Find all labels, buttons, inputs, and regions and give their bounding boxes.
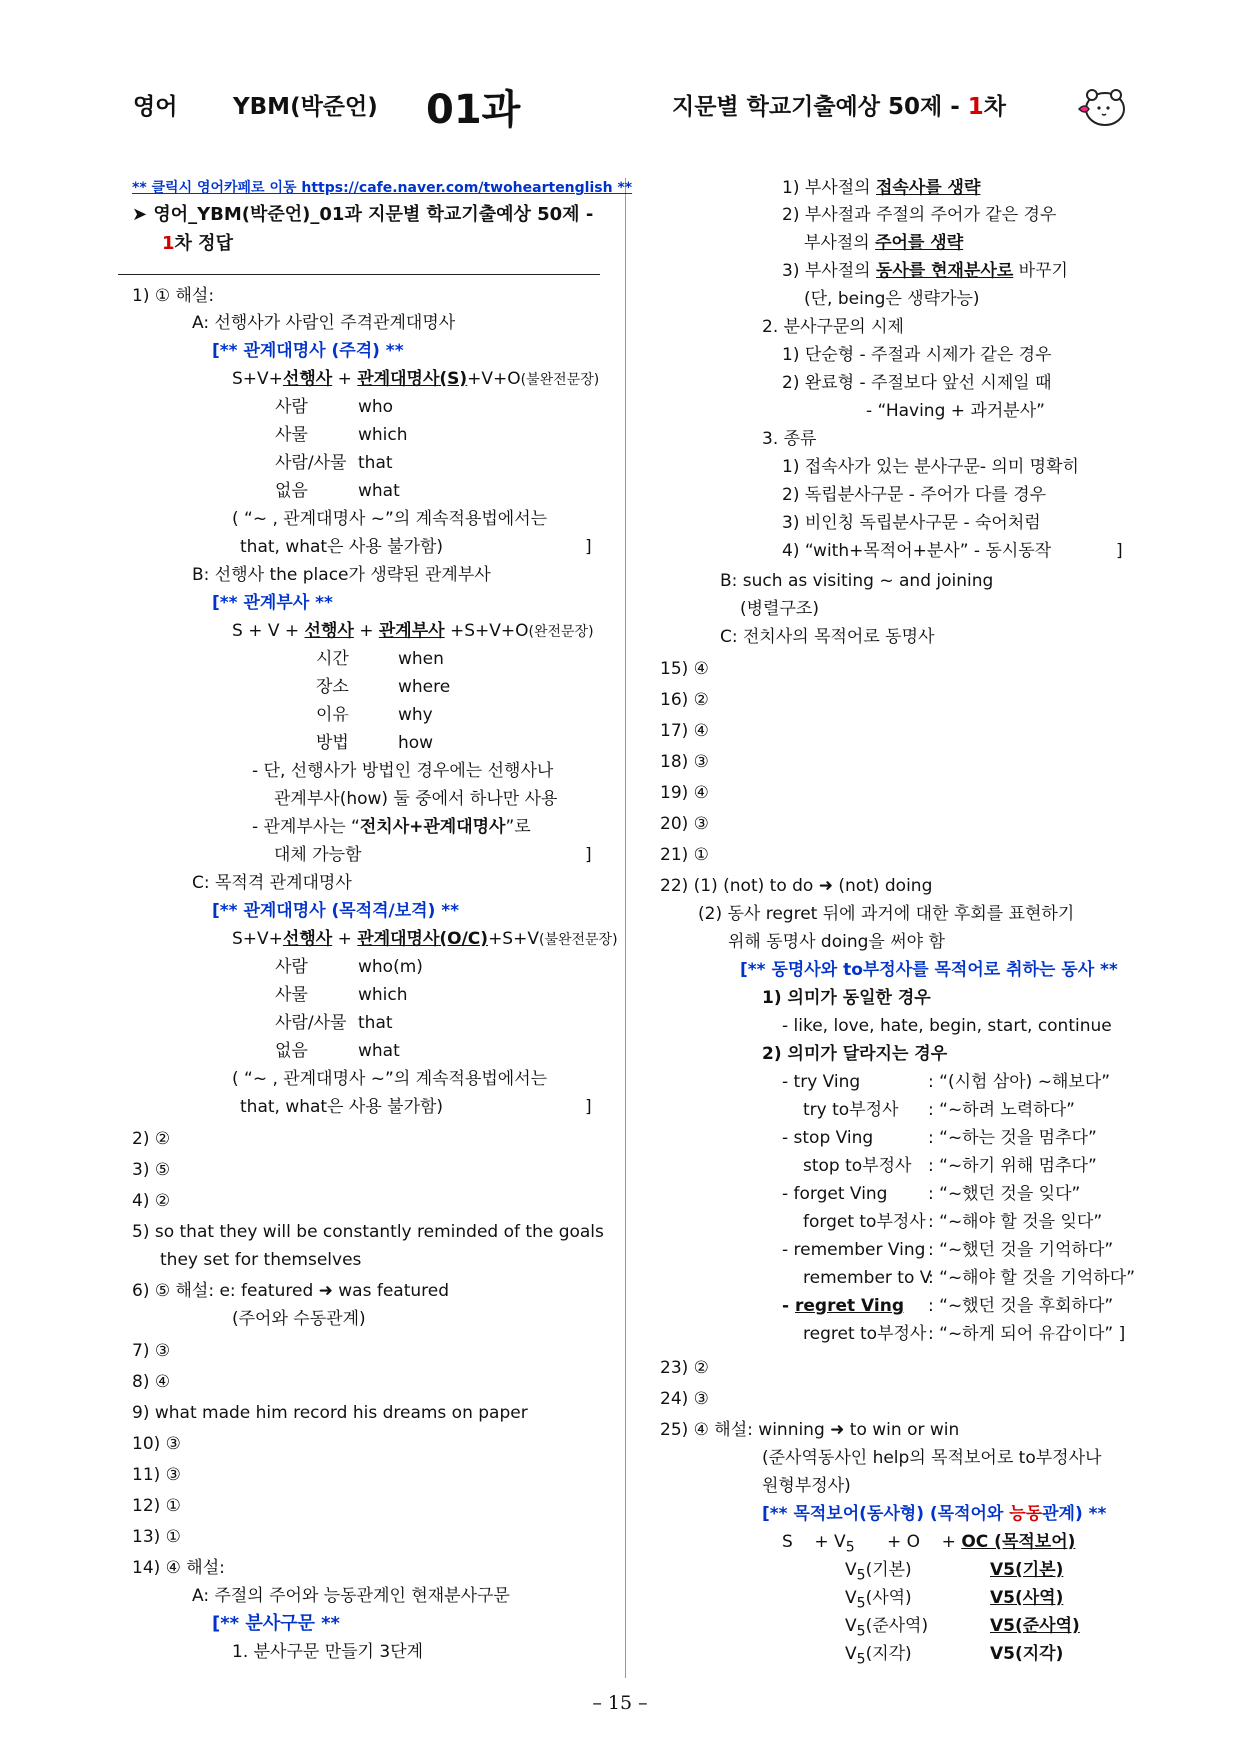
note-line: (단, being은 생략가능): [804, 289, 980, 309]
table-cell: what: [358, 481, 400, 501]
table-cell: V5(사역): [990, 1588, 1064, 1608]
formula: S + $V_5$ + O + OC (목적보어): [782, 1532, 1076, 1556]
answer-6-note: (주어와 수동관계): [232, 1309, 366, 1329]
table-cell: why: [398, 705, 433, 725]
note-line: 3) 비인칭 독립분사구문 - 숙어처럼: [782, 513, 1041, 533]
answer-25-note: 원형부정사): [762, 1476, 851, 1496]
answer-2: 2) ②: [132, 1129, 171, 1149]
verb-form: remember to V: [803, 1268, 932, 1288]
table-cell: $V_5$(기본): [845, 1560, 912, 1584]
table-cell: that: [358, 453, 393, 473]
verb-meaning: : “~해야 할 것을 잊다”: [928, 1212, 1103, 1232]
table-cell: which: [358, 985, 408, 1005]
header-subject: 영어: [133, 94, 178, 120]
note-line: ( “~ , 관계대명사 ~”의 계속적용법에서는: [232, 1069, 548, 1089]
table-cell: 없음: [275, 1041, 308, 1061]
table-cell: 사람/사물: [275, 453, 347, 473]
note-line: that, what은 사용 불가함): [240, 1097, 444, 1117]
note-line: 2. 분사구문의 시제: [762, 317, 904, 337]
note-c: C: 목적격 관계대명사: [192, 873, 352, 893]
table-cell: 사물: [275, 425, 308, 445]
answer-4: 4) ②: [132, 1191, 171, 1211]
note-line: 4) “with+목적어+분사” - 동시동작: [782, 541, 1052, 561]
verb-meaning: : “(시험 삼아) ~해보다”: [928, 1072, 1111, 1092]
answer-19: 19) ④: [660, 783, 709, 803]
answer-10: 10) ③: [132, 1434, 181, 1454]
formula: S + V + 선행사 + 관계부사 +S+V+O(완전문장): [232, 621, 594, 641]
subhead: 1) 의미가 동일한 경우: [762, 988, 931, 1008]
box-title: [** 동명사와 to부정사를 목적어로 취하는 동사 **: [740, 960, 1118, 980]
box-title: [** 분사구문 **: [212, 1613, 340, 1634]
answer-11: 11) ③: [132, 1465, 181, 1485]
verb-meaning: : “~했던 것을 기억하다”: [928, 1240, 1114, 1260]
answer-8: 8) ④: [132, 1372, 171, 1392]
verb-meaning: : “~했던 것을 후회하다”: [928, 1296, 1114, 1316]
header-lesson: 01과: [426, 87, 521, 133]
answer-3: 3) ⑤: [132, 1160, 171, 1180]
answer-25-note: (준사역동사인 help의 목적보어로 to부정사나: [762, 1448, 1102, 1468]
verb-form: - forget Ving: [782, 1184, 888, 1204]
box-title: [** 관계대명사 (주격) **: [212, 341, 404, 361]
answer-1: 1) ① 해설:: [132, 286, 215, 306]
table-cell: that: [358, 1013, 393, 1033]
verb-form: forget to부정사: [803, 1212, 926, 1232]
verb-meaning: : “~하는 것을 멈추다”: [928, 1128, 1097, 1148]
column-divider: [625, 178, 626, 1678]
series-prefix: 지문별 학교기출예상 50제 -: [672, 94, 968, 120]
note-line: 1) 접속사가 있는 분사구문- 의미 명확히: [782, 457, 1079, 477]
answer-17: 17) ④: [660, 721, 709, 741]
formula: S+V+선행사 + 관계대명사(O/C)+S+V(불완전문장): [232, 929, 618, 949]
answer-21: 21) ①: [660, 845, 709, 865]
table-cell: who(m): [358, 957, 423, 977]
verb-form: - regret Ving: [782, 1296, 904, 1316]
note-a: A: 선행사가 사람인 주격관계대명사: [192, 313, 456, 333]
note-line: 1) 부사절의 접속사를 생략: [782, 178, 981, 198]
bracket-close: ]: [1116, 541, 1123, 561]
series-number: 1: [967, 94, 984, 120]
verb-meaning: : “~하기 위해 멈추다”: [928, 1156, 1097, 1176]
series-suffix: 차: [983, 94, 1006, 120]
title-rule: [118, 274, 600, 275]
verb-form: try to부정사: [803, 1100, 899, 1120]
verb-form: - stop Ving: [782, 1128, 874, 1148]
table-cell: how: [398, 733, 434, 753]
page-number: – 15 –: [592, 1692, 648, 1714]
note-line: 1) 단순형 - 주절과 시제가 같은 경우: [782, 345, 1052, 365]
subhead: 2) 의미가 달라지는 경우: [762, 1044, 948, 1064]
answer-15: 15) ④: [660, 659, 709, 679]
answer-14: 14) ④ 해설:: [132, 1558, 225, 1578]
answer-9: 9) what made him record his dreams on paper: [132, 1403, 528, 1423]
note-line: - “Having + 과거분사”: [866, 401, 1045, 421]
table-cell: V5(지각): [990, 1644, 1064, 1664]
answer-6: 6) ⑤ 해설: e: featured ➜ was featured: [132, 1281, 450, 1301]
bracket-close: ]: [585, 537, 592, 557]
cafe-link[interactable]: ** 클릭시 영어카페로 이동 https://cafe.naver.com/twoheartenglish **: [132, 180, 633, 196]
table-cell: $V_5$(지각): [845, 1644, 912, 1668]
note-line: 3) 부사절의 동사를 현재분사로 바꾸기: [782, 261, 1068, 281]
note-line: 부사절의 주어를 생략: [804, 233, 964, 253]
verb-form: - remember Ving: [782, 1240, 926, 1260]
bear-mascot-icon: [1075, 85, 1131, 131]
table-cell: where: [398, 677, 451, 697]
verb-meaning: : “~해야 할 것을 기억하다”: [928, 1268, 1135, 1288]
table-cell: $V_5$(사역): [845, 1588, 912, 1612]
verb-meaning: : “~하려 노력하다”: [928, 1100, 1075, 1120]
table-cell: when: [398, 649, 444, 669]
note-line: 3. 종류: [762, 429, 817, 449]
answer-25: 25) ④ 해설: winning ➜ to win or win: [660, 1420, 960, 1440]
formula: S+V+선행사 + 관계대명사(S)+V+O(불완전문장): [232, 369, 600, 389]
answer-7: 7) ③: [132, 1341, 171, 1361]
note-b: B: 선행사 the place가 생략된 관계부사: [192, 565, 491, 585]
note-line: (병렬구조): [740, 599, 819, 619]
note-line: - like, love, hate, begin, start, continue: [782, 1016, 1112, 1036]
table-cell: 방법: [316, 733, 349, 753]
note-line: 1. 분사구문 만들기 3단계: [232, 1642, 424, 1662]
verb-form: - try Ving: [782, 1072, 861, 1092]
table-cell: what: [358, 1041, 400, 1061]
box-title: [** 관계대명사 (목적격/보격) **: [212, 901, 460, 921]
note-line: that, what은 사용 불가함): [240, 537, 444, 557]
answer-22-2: (2) 동사 regret 뒤에 과거에 대한 후회를 표현하기: [698, 904, 1075, 924]
table-cell: 사람/사물: [275, 1013, 347, 1033]
header-series: [672, 88, 1006, 121]
answer-22-2-cont: 위해 동명사 doing을 써야 함: [728, 932, 945, 952]
answer-title-line1: ➤ 영어_YBM(박준언)_01과 지문별 학교기출예상 50제 -: [132, 204, 594, 225]
answer-5-cont: they set for themselves: [160, 1250, 362, 1270]
note-line: 대체 가능함: [274, 845, 362, 865]
answer-5: 5) so that they will be constantly reminded of the goals: [132, 1222, 604, 1242]
answer-12: 12) ①: [132, 1496, 181, 1516]
answer-16: 16) ②: [660, 690, 709, 710]
answer-18: 18) ③: [660, 752, 709, 772]
note-line: 2) 독립분사구문 - 주어가 다를 경우: [782, 485, 1047, 505]
table-cell: 시간: [316, 649, 349, 669]
note-line: - 단, 선행사가 방법인 경우에는 선행사나: [252, 761, 554, 781]
table-cell: V5(기본): [990, 1560, 1064, 1580]
answer-22: 22) (1) (not) to do ➜ (not) doing: [660, 876, 933, 896]
verb-meaning: : “~하게 되어 유감이다” ]: [928, 1324, 1126, 1344]
box-title: [** 목적보어(동사형) (목적어와 능동관계) **: [762, 1504, 1107, 1524]
table-cell: 사물: [275, 985, 308, 1005]
answer-23: 23) ②: [660, 1358, 709, 1378]
note-line: 관계부사(how) 둘 중에서 하나만 사용: [274, 789, 558, 809]
verb-form: regret to부정사: [803, 1324, 927, 1344]
note-line: ( “~ , 관계대명사 ~”의 계속적용법에서는: [232, 509, 548, 529]
box-title: [** 관계부사 **: [212, 593, 333, 613]
answer-13: 13) ①: [132, 1527, 181, 1547]
note-line: 2) 완료형 - 주절보다 앞선 시제일 때: [782, 373, 1052, 393]
answer-20: 20) ③: [660, 814, 709, 834]
verb-meaning: : “~했던 것을 잊다”: [928, 1184, 1081, 1204]
note-c: C: 전치사의 목적어로 동명사: [720, 627, 935, 647]
table-cell: $V_5$(준사역): [845, 1616, 929, 1640]
table-cell: 없음: [275, 481, 308, 501]
table-cell: 장소: [316, 677, 349, 697]
note-line: - 관계부사는 “전치사+관계대명사”로: [252, 817, 531, 837]
answer-24: 24) ③: [660, 1389, 709, 1409]
table-cell: which: [358, 425, 408, 445]
note-line: 2) 부사절과 주절의 주어가 같은 경우: [782, 205, 1057, 225]
bracket-close: ]: [585, 845, 592, 865]
answer-title-line2: 1차 정답: [162, 233, 233, 254]
table-cell: 사람: [275, 397, 308, 417]
bracket-close: ]: [585, 1097, 592, 1117]
table-cell: who: [358, 397, 394, 417]
table-cell: V5(준사역): [990, 1616, 1080, 1636]
table-cell: 이유: [316, 705, 349, 725]
note-b: B: such as visiting ~ and joining: [720, 571, 994, 591]
note-a: A: 주절의 주어와 능동관계인 현재분사구문: [192, 1586, 510, 1606]
header-publisher: YBM(박준언): [233, 94, 378, 120]
verb-form: stop to부정사: [803, 1156, 912, 1176]
table-cell: 사람: [275, 957, 308, 977]
